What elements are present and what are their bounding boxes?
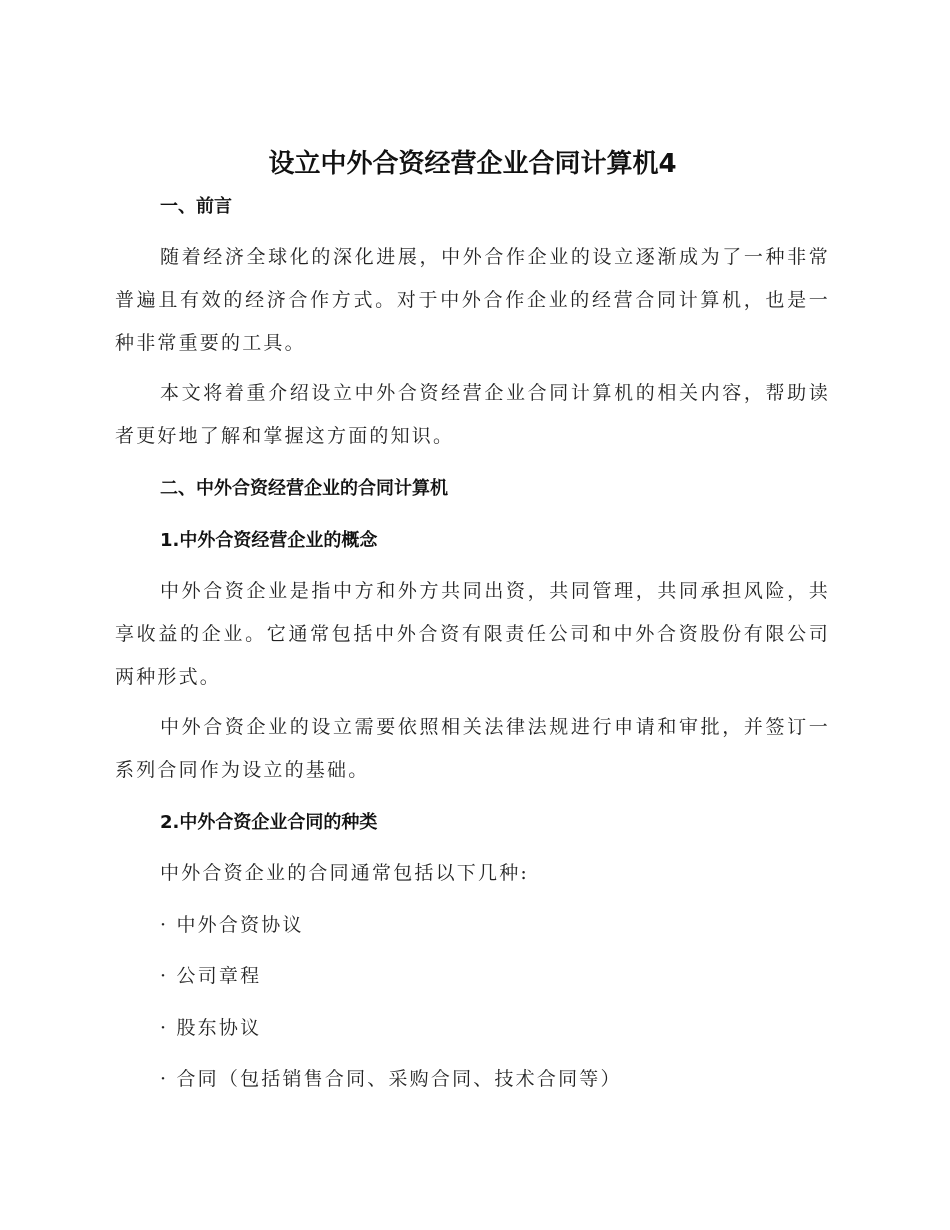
subsection-heading-concept: 1.中外合资经营企业的概念 bbox=[160, 530, 378, 551]
list-item-joint-venture-agreement: · 中外合资协议 bbox=[160, 914, 304, 936]
paragraph-concept-1: 中外合资企业是指中方和外方共同出资，共同管理，共同承担风险，共享收益的企业。它通常包括中外合资有限责任公司和中外合资股份有限公司两种形式。 bbox=[115, 580, 830, 688]
list-item-contracts: · 合同（包括销售合同、采购合同、技术合同等） bbox=[160, 1068, 622, 1090]
subsection-heading-contract-types: 2.中外合资企业合同的种类 bbox=[160, 812, 378, 833]
paragraph-concept-2: 中外合资企业的设立需要依照相关法律法规进行申请和审批，并签订一系列合同作为设立的基础。 bbox=[115, 716, 830, 781]
list-item-articles-of-association: · 公司章程 bbox=[160, 965, 262, 987]
section-heading-preface: 一、前言 bbox=[160, 196, 232, 217]
paragraph-preface-2: 本文将着重介绍设立中外合资经营企业合同计算机的相关内容，帮助读者更好地了解和掌握这方面的知识。 bbox=[115, 382, 830, 447]
paragraph-contract-types-intro: 中外合资企业的合同通常包括以下几种: bbox=[160, 862, 530, 884]
section-heading-contracts: 二、中外合资经营企业的合同计算机 bbox=[160, 478, 448, 499]
list-item-shareholder-agreement: · 股东协议 bbox=[160, 1017, 262, 1039]
paragraph-preface-1: 随着经济全球化的深化进展，中外合作企业的设立逐渐成为了一种非常普遍且有效的经济合作方式。对于中外合作企业的经营合同计算机，也是一种非常重要的工具。 bbox=[115, 246, 830, 354]
document-title: 设立中外合资经营企业合同计算机4 bbox=[268, 149, 677, 179]
